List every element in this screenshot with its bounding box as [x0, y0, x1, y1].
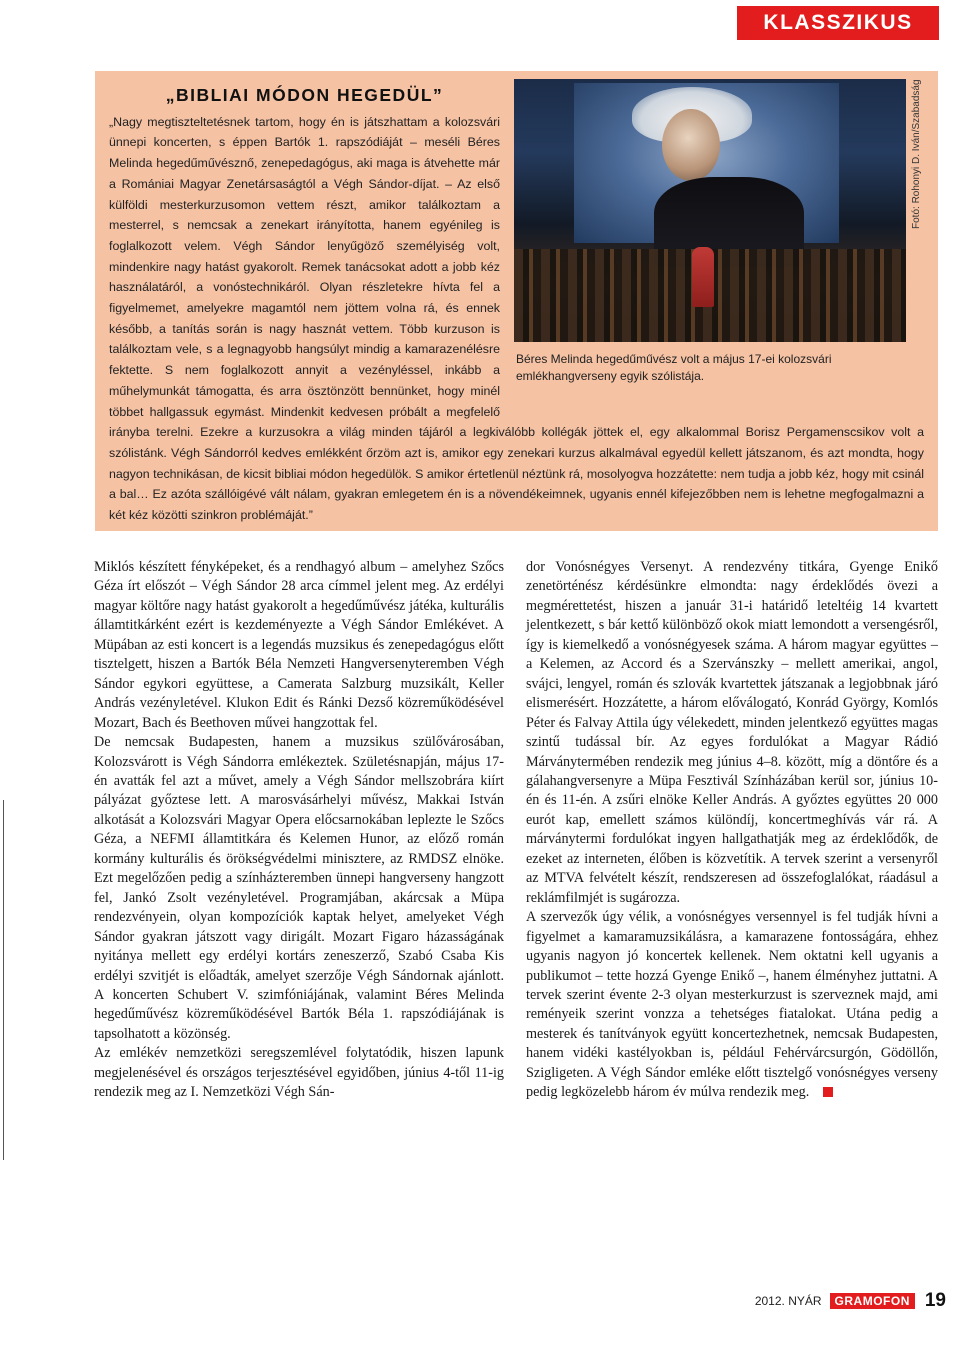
sidebar-box [95, 71, 938, 531]
article-paragraph: Az emlékév nemzetközi seregszemlével folytatódik, hiszen lapunk megjelenésével és országos terjesztésével egyidőben, június 4-től 11-ig rendezik meg az I. Nemzetközi Végh Sán- [94, 1045, 504, 1101]
section-tag: KLASSZIKUS [737, 6, 939, 40]
margin-rule [3, 800, 4, 1160]
article-paragraph-text: A szervezők úgy vélik, a vonósnégyes versennyel is fel tudják hívni a figyelmet a kamaramuzsikálásra, a kamarazene fontosságára, ehhez ugyanis nagyon jó koncertek kellenek. Nem oktatni kell ugyanis a publikumot – tette hozzá Gyenge Enikő –, hanem élményhez juttatni. A tervek szerint évente 2-3 olyan mesterkurzust is szerveznek majd, ami reményeik szerint vonzza a tehetséges fiatalokat. Utána pedig a mesterek és tanítványok együtt koncertezhetnek, nemcsak Budapesten, hanem vidéki kastélyokban is, például Fehérvárcsurgón, Gödöllőn, Szigligeten. A Végh Sándor emléke előtt tisztelgő vonósnégyes verseny pedig legközelebb három év múlva rendezik meg. [526, 909, 938, 1101]
photo-column [514, 79, 926, 403]
magazine-logo: GRAMOFON [830, 1293, 915, 1309]
article-paragraph: dor Vonósnégyes Versenyt. A rendezvény titkára, Gyenge Enikő zenetörténész kérdésünkre elmondta: nagy érdeklődés övezi a megmérettetést, hiszen a január 31-i határidő leteltéig 14 kvartett jelentkezett, s bár kettő különböző okok miatt lemondott a versengésről, így is kiemelkedő a vonósnégyesek száma. A három magyar együttes – a Kelemen, az Accord és a Szervánszky – mellett amerikai, angol, svájci, lengyel, román és szlovák kvartettek játszanak a legjobbnak járó elismerésért. Hozzátette, a három előválogató, Konrád György, Komlós Péter és Falvay Attila úgy vélekedett, minden jelentkező együttes magas szintű tudással bír. Az egyes fordulókat a Magyar Rádió Márványtermében rendezik meg június 4–8. között, míg a döntőre és a gálahangversenyre a Müpa Fesztivál Színházában kerül sor, június 10-én és 11-én. A zsűri elnöke Keller András. A győztes együttes 20 000 eurót kap, emellett számos különdíj, koncertmeghívás vár rá. A márványtermi fordulókat ingyen hallgathatják meg az érdeklődők, de ezeket az interneten, élőben is közvetítik. A tervek szerint a versenyről az MTVA felvételt készít, rendszeresen ad összefoglalókat, ráadásul a reklámfilmjét is sugározza. [526, 559, 938, 906]
sidebar-text: „Nagy megtiszteltetésnek tartom, hogy én is játszhattam a kolozsvári ünnepi koncerten, s éppen Bartók 1. rapszódiáját – meséli Béres Melinda hegedűművésznő, zenepedagógus, aki maga is átvehette már a Romániai Magyar Zenetársaságtól a Végh Sándor-díjat. – Az első külföldi mesterkurzusomon vettem részt, amikor találkoztam a mesterrel, s nemcsak a zenekart irányította, hanem egyénileg is foglalkozott velem. Végh Sándor lenyűgöző személyiség volt, mindenkire nagy hatást gyakorolt. Remek tanácsokat adott a jobb kéz használatáról, a vonóstechnikáról. Olyan részletekre hívta fel a figyelmemet, amelyekre magamtól nem jöttem volna rá, és ennek később, a tanítás során is nagy hasznát vettem. Több kurzuson is találkoztam vele, s a legnagyobb hangsúlyt mindig a kamarazenélésre fektette. S nem foglalkozott annyit a vezényléssel, inkább a műhelymunkát támogatta, és arra ösztönzött bennünket, hogy minél többet hallgassuk egymást. Mindenkit kedvesen próbált a megfelelő irányba terelni. Ezekre a kurzusokra a világ minden tájáról a legkiválóbb kollégák jöttek el, egy alkalommal Borisz Pergamenscsikov volt a szólistánk. Végh Sándorról kedves emlékként őrzöm azt is, amikor egy zenekari kurzus alkalmával egyedül kellett játszanom, és azt mondta, hogy nagyon technikásan, de kicsit bibliai módon hegedülök. S amikor értetlenül néztünk rá, mosolyogva hozzátette: nem tudja a jobb kéz, hogy mit csinál a bal… Ez azóta szállóigévé vált nálam, gyakran emlegetem én is a növendékeimnek, ugyanis ennél kifejezőbben nem is lehetne megfogalmazni a két kéz közötti szinkron problémáját.” [109, 114, 924, 523]
article-column-left [94, 558, 504, 1103]
issue-label: 2012. NYÁR [754, 1294, 822, 1308]
conductor-head [662, 109, 720, 181]
article-paragraph: De nemcsak Budapesten, hanem a muzsikus szülővárosában, Kolozsvárott is Végh Sándorra emlékeztek. Születésnapján, május 17-én avatták fel azt a művet, amely a Végh Sándor mellszobrára kiírt pályázat győztese lett. A marosvásárhelyi művész, Makkai István alkotását a Kolozsvári Magyar Opera előcsarnokában leplezte le Szőcs Géza, a NEFMI államtitkára és Kelemen Hunor, az előző román kormány kulturális és örökségvédelmi minisztere, az RMDSZ elnöke. Ezt megelőzően pedig a színházteremben ünnepi hangverseny hangzott fel, Jankó Zsolt vezényletével. Programjában, akárcsak a Müpa rendezvényein, olyan kompozíciók kaptak helyet, amelyeket Végh Sándor gyakran játszott vagy dirigált. Mozart Figaro házasságának nyitánya mellett egy erdélyi kortárs zeneszerző, Szabó Csaba Kis erdélyi szvitjét is előadták, amelyet szerzője Végh Sándornak ajánlott. A koncerten Schubert V. szimfóniájának, valamint Béres Melinda hegedűművész közreműködésével Bartók Béla 1. rapszódiájának is tapsolhatott a közönség. [94, 734, 504, 1042]
page-number: 19 [924, 1290, 946, 1311]
concert-photo [514, 79, 906, 342]
soloist-figure [692, 247, 714, 307]
article-paragraph [526, 908, 938, 1103]
photo-credit: Fotó: Rohonyi D. Iván/Szabadság [911, 79, 922, 229]
article-paragraph: Miklós készített fényképeket, és a rendhagyó album – amelyhez Szőcs Géza írt előszót – Végh Sándor 28 arca címmel jelent meg. Az erdélyi magyar költőre nagy hatást gyakorolt a hegedűművész játéka, kulturális államtitkárként ezért is kezdeményezte a Végh Sándor Emlékévet. A Müpában az esti koncert is a legendás muzsikus és zenepedagógus előtt tisztelgett, hiszen a Bartók Béla Nemzeti Hangversenyteremben Végh Sándor egykori együttese, a Camerata Salzburg muzsikált, Keller András vezényletével. Klukon Edit és Ránki Dezső közreműködésével Mozart, Bach és Beethoven művei hangzottak fel. [94, 559, 504, 731]
article-column-right [526, 558, 938, 1103]
photo-caption: Béres Melinda hegedűművész volt a május 17-ei kolozsvári emlékhangverseny egyik szólistája. [516, 352, 832, 383]
sidebar-title: „BIBLIAI MÓDON HEGEDÜL” [165, 85, 444, 105]
page-footer [755, 1290, 946, 1312]
end-mark-icon [823, 1087, 833, 1097]
